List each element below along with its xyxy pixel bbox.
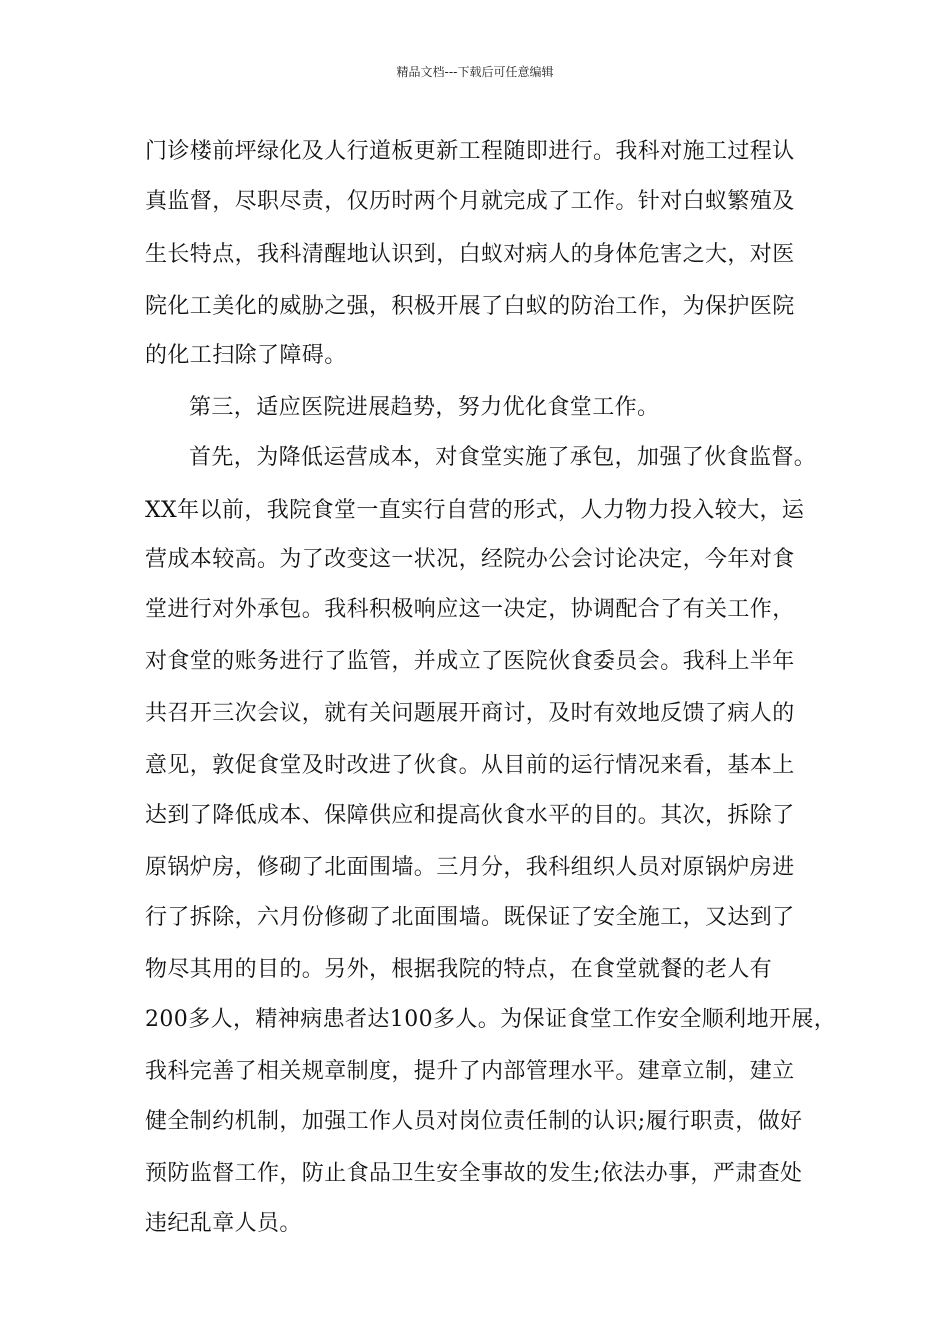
section-heading: 第三，适应医院进展趋势，努力优化食堂工作。 <box>189 395 660 420</box>
body-line: 200多人，精神病患者达100多人。为保证食堂工作安全顺利地开展， <box>145 1007 837 1032</box>
body-line: 真监督，尽职尽责，仅历时两个月就完成了工作。针对白蚁繁殖及 <box>145 189 795 214</box>
body-line: 门诊楼前坪绿化及人行道板更新工程随即进行。我科对施工过程认 <box>145 139 795 164</box>
body-line: 意见，敦促食堂及时改进了伙食。从目前的运行情况来看，基本上 <box>145 753 795 778</box>
body-line: 行了拆除，六月份修砌了北面围墙。既保证了安全施工，又达到了 <box>145 905 795 930</box>
body-line: 我科完善了相关规章制度，提升了内部管理水平。建章立制，建立 <box>145 1059 795 1084</box>
body-line: 堂进行对外承包。我科积极响应这一决定，协调配合了有关工作， <box>145 597 795 622</box>
body-line: 院化工美化的威胁之强，积极开展了白蚁的防治工作，为保护医院 <box>145 294 795 319</box>
body-line: 物尽其用的目的。另外，根据我院的特点，在食堂就餐的老人有 <box>145 957 773 982</box>
body-line: 对食堂的账务进行了监管，并成立了医院伙食委员会。我科上半年 <box>145 649 795 674</box>
body-line: 原锅炉房，修砌了北面围墙。三月分，我科组织人员对原锅炉房进 <box>145 855 795 880</box>
body-line: 预防监督工作，防止食品卫生安全事故的发生;依法办事，严肃查处 <box>145 1161 803 1186</box>
body-line: 健全制约机制，加强工作人员对岗位责任制的认识;履行职责，做好 <box>145 1109 803 1134</box>
body-line: XX年以前，我院食堂一直实行自营的形式，人力物力投入较大，运 <box>145 498 805 523</box>
body-line: 的化工扫除了障碍。 <box>145 343 347 368</box>
body-line: 共召开三次会议，就有关问题展开商讨，及时有效地反馈了病人的 <box>145 701 795 726</box>
body-line: 营成本较高。为了改变这一状况，经院办公会讨论决定，今年对食 <box>145 547 795 572</box>
body-line: 违纪乱章人员。 <box>145 1211 302 1236</box>
body-line: 生长特点，我科清醒地认识到，白蚁对病人的身体危害之大，对医 <box>145 242 795 267</box>
body-line: 达到了降低成本、保障供应和提高伙食水平的目的。其次，拆除了 <box>145 803 795 828</box>
body-line: 首先，为降低运营成本，对食堂实施了承包，加强了伙食监督。 <box>189 445 817 470</box>
page-header: 精品文档---下载后可任意编辑 <box>396 65 554 79</box>
